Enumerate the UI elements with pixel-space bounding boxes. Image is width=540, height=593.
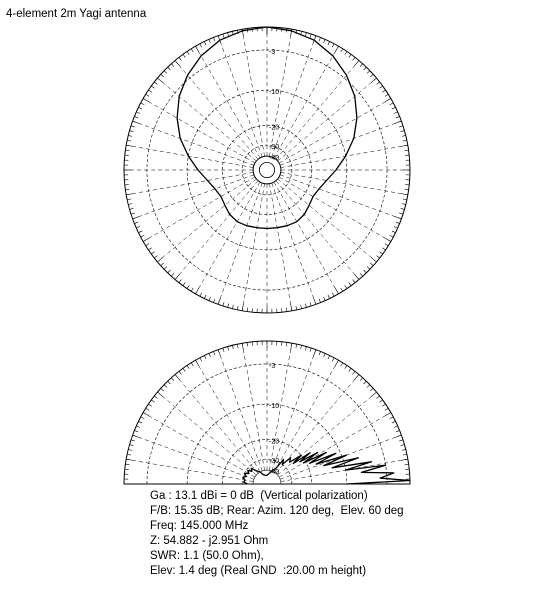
elevation-tick xyxy=(403,454,407,455)
elevation-tick xyxy=(183,368,185,371)
azimuth-spoke xyxy=(175,181,258,280)
elevation-tick xyxy=(187,365,189,368)
azimuth-tick xyxy=(310,302,311,306)
elevation-tick xyxy=(213,351,214,355)
azimuth-tick xyxy=(130,208,134,209)
elevation-tick xyxy=(310,348,311,352)
azimuth-spoke xyxy=(157,78,256,161)
azimuth-tick xyxy=(200,293,202,297)
azimuth-spoke xyxy=(242,184,264,311)
azimuth-tick xyxy=(345,285,347,288)
elevation-tick xyxy=(131,440,135,441)
azimuth-spoke xyxy=(269,184,291,311)
azimuth-tick xyxy=(125,189,129,190)
elevation-tick xyxy=(146,408,149,410)
azimuth-tick xyxy=(390,103,394,105)
azimuth-tick xyxy=(136,112,140,114)
azimuth-tick xyxy=(131,126,135,127)
info-swr: SWR: 1.1 (50.0 Ohm), xyxy=(150,550,264,562)
elevation-tick xyxy=(138,421,142,423)
azimuth-tick xyxy=(405,189,409,190)
elevation-tick xyxy=(125,464,129,465)
elevation-tick xyxy=(171,378,174,381)
azimuth-tick xyxy=(310,34,311,38)
azimuth-tick xyxy=(200,44,202,48)
azimuth-tick xyxy=(401,208,405,209)
elevation-spoke xyxy=(126,459,253,481)
azimuth-tick xyxy=(127,140,131,141)
elevation-tick xyxy=(247,342,248,346)
elevation-tick xyxy=(401,445,405,446)
azimuth-tick xyxy=(286,308,287,312)
azimuth-tick xyxy=(125,150,129,151)
azimuth-tick xyxy=(209,297,211,301)
azimuth-ring-label: -10 xyxy=(269,89,280,97)
elevation-tick xyxy=(396,430,400,431)
azimuth-tick xyxy=(237,306,238,310)
azimuth-tick xyxy=(370,263,373,266)
azimuth-tick xyxy=(128,135,132,136)
elevation-tick xyxy=(286,342,287,346)
elevation-tick xyxy=(392,421,396,423)
azimuth-tick xyxy=(138,231,142,233)
azimuth-tick xyxy=(382,248,385,250)
azimuth-tick xyxy=(385,244,388,246)
elevation-pattern-trace xyxy=(243,452,410,484)
elevation-tick xyxy=(179,371,181,374)
azimuth-tick xyxy=(187,285,189,288)
azimuth-tick xyxy=(403,140,407,141)
azimuth-spoke xyxy=(276,181,359,280)
azimuth-tick xyxy=(360,273,363,276)
azimuth-tick xyxy=(191,288,193,291)
azimuth-tick xyxy=(385,94,388,96)
azimuth-tick xyxy=(328,295,330,299)
elevation-ring-label: -10 xyxy=(269,403,280,411)
elevation-tick xyxy=(341,363,343,366)
azimuth-tick xyxy=(183,282,185,285)
azimuth-tick xyxy=(332,293,334,297)
elevation-tick xyxy=(151,400,154,402)
elevation-tick xyxy=(364,381,367,384)
azimuth-tick xyxy=(353,280,355,283)
azimuth-tick xyxy=(332,44,334,48)
elevation-tick xyxy=(223,348,224,352)
elevation-tick xyxy=(128,449,132,450)
azimuth-tick xyxy=(377,82,380,84)
elevation-ring-label: -3 xyxy=(269,362,276,370)
azimuth-tick xyxy=(353,57,355,60)
elevation-tick xyxy=(232,345,233,349)
azimuth-tick xyxy=(161,263,164,266)
elevation-tick xyxy=(324,353,326,357)
azimuth-ring-label: -20 xyxy=(269,124,280,132)
azimuth-tick xyxy=(403,199,407,200)
info-panel xyxy=(150,489,404,579)
azimuth-spoke xyxy=(281,145,408,167)
elevation-tick xyxy=(399,440,403,441)
azimuth-tick xyxy=(377,256,380,258)
azimuth-tick xyxy=(164,71,167,74)
azimuth-tick xyxy=(324,297,326,301)
elevation-tick xyxy=(305,347,306,351)
azimuth-tick xyxy=(382,90,385,92)
elevation-tick xyxy=(228,347,229,351)
azimuth-tick xyxy=(402,204,406,205)
azimuth-tick xyxy=(305,304,306,308)
elevation-tick xyxy=(328,355,330,359)
elevation-tick xyxy=(168,381,171,384)
azimuth-tick xyxy=(247,308,248,312)
azimuth-tick xyxy=(394,227,398,229)
azimuth-spoke xyxy=(278,179,377,262)
azimuth-tick xyxy=(183,54,185,57)
elevation-tick xyxy=(349,368,351,371)
elevation-tick xyxy=(130,445,134,446)
azimuth-tick xyxy=(204,41,206,45)
azimuth-tick xyxy=(364,270,367,273)
azimuth-tick xyxy=(187,51,189,54)
azimuth-tick xyxy=(141,235,145,237)
azimuth-spoke xyxy=(281,172,408,194)
azimuth-tick xyxy=(319,299,320,303)
info-gain: Ga : 13.1 dBi = 0 dB (Vertical polarization) xyxy=(150,490,368,502)
azimuth-tick xyxy=(161,74,164,77)
azimuth-tick xyxy=(179,57,181,60)
elevation-ring xyxy=(187,404,347,484)
azimuth-spoke xyxy=(126,172,253,194)
elevation-tick xyxy=(141,417,145,419)
elevation-tick xyxy=(161,388,164,391)
azimuth-tick xyxy=(171,273,174,276)
azimuth-tick xyxy=(401,131,405,132)
elevation-tick xyxy=(370,388,373,391)
elevation-spoke xyxy=(278,392,377,475)
info-impedance: Z: 54.882 - j2.951 Ohm xyxy=(150,535,269,547)
elevation-tick xyxy=(296,344,297,348)
azimuth-spoke xyxy=(157,179,256,262)
azimuth-tick xyxy=(148,248,151,250)
elevation-ring-label: -20 xyxy=(269,438,280,446)
azimuth-tick xyxy=(296,306,297,310)
elevation-tick xyxy=(390,417,394,419)
azimuth-tick xyxy=(396,222,400,223)
azimuth-tick xyxy=(370,74,373,77)
azimuth-tick xyxy=(204,295,206,299)
elevation-spoke xyxy=(157,392,256,475)
azimuth-tick xyxy=(127,199,131,200)
elevation-tick xyxy=(209,353,211,357)
azimuth-tick xyxy=(191,49,193,52)
azimuth-tick xyxy=(367,71,370,74)
azimuth-tick xyxy=(319,37,320,41)
azimuth-tick xyxy=(138,107,142,109)
azimuth-tick xyxy=(136,227,140,229)
azimuth-spoke xyxy=(242,29,264,156)
azimuth-tick xyxy=(341,288,343,291)
info-front-back: F/B: 15.35 dB; Rear: Azim. 120 deg, Elev. 60 deg xyxy=(150,505,404,517)
elevation-tick xyxy=(402,449,406,450)
elevation-tick xyxy=(377,396,380,398)
azimuth-tick xyxy=(213,299,214,303)
azimuth-tick xyxy=(223,34,224,38)
elevation-tick xyxy=(127,454,131,455)
azimuth-ring xyxy=(187,90,347,250)
info-frequency: Freq: 145.000 MHz xyxy=(150,520,249,532)
azimuth-tick xyxy=(131,213,135,214)
azimuth-spoke xyxy=(126,145,253,167)
azimuth-tick xyxy=(168,270,171,273)
elevation-spoke xyxy=(242,343,264,470)
azimuth-tick xyxy=(345,51,347,54)
info-elevation: Elev: 1.4 deg (Real GND :20.00 m height) xyxy=(150,565,367,577)
azimuth-tick xyxy=(232,305,233,309)
azimuth-tick xyxy=(141,103,145,105)
azimuth-tick xyxy=(134,222,138,223)
elevation-tick xyxy=(385,408,388,410)
azimuth-tick xyxy=(209,39,211,43)
azimuth-tick xyxy=(128,204,132,205)
azimuth-tick xyxy=(164,267,167,270)
azimuth-tick xyxy=(151,86,154,88)
elevation-tick xyxy=(382,404,385,406)
azimuth-tick xyxy=(349,282,351,285)
elevation-tick xyxy=(367,385,370,388)
azimuth-ring-label: -30 xyxy=(269,144,280,152)
azimuth-tick xyxy=(228,33,229,37)
azimuth-tick xyxy=(134,116,138,117)
azimuth-tick xyxy=(213,37,214,41)
azimuth-tick xyxy=(305,33,306,37)
azimuth-tick xyxy=(360,64,363,67)
elevation-tick xyxy=(379,400,382,402)
azimuth-tick xyxy=(168,67,171,70)
elevation-tick xyxy=(301,345,302,349)
elevation-tick xyxy=(136,426,140,428)
elevation-spoke xyxy=(175,374,258,473)
elevation-tick xyxy=(319,351,320,355)
elevation-tick xyxy=(360,378,363,381)
azimuth-tick xyxy=(154,256,157,258)
elevation-tick xyxy=(191,363,193,366)
azimuth-tick xyxy=(301,305,302,309)
azimuth-tick xyxy=(392,231,396,233)
elevation-tick xyxy=(394,426,398,428)
azimuth-tick xyxy=(399,126,403,127)
azimuth-tick xyxy=(328,41,330,45)
azimuth-tick xyxy=(324,39,326,43)
azimuth-tick xyxy=(179,280,181,283)
elevation-tick xyxy=(237,344,238,348)
azimuth-tick xyxy=(130,131,134,132)
azimuth-tick xyxy=(379,252,382,254)
azimuth-center-ring xyxy=(259,162,274,177)
azimuth-tick xyxy=(399,213,403,214)
azimuth-tick xyxy=(402,135,406,136)
page-title: 4-element 2m Yagi antenna xyxy=(6,8,147,20)
elevation-tick xyxy=(405,464,409,465)
elevation-tick xyxy=(345,365,347,368)
azimuth-tick xyxy=(394,112,398,114)
azimuth-ring-label: -3 xyxy=(269,48,276,56)
azimuth-tick xyxy=(405,150,409,151)
elevation-tick xyxy=(148,404,151,406)
azimuth-tick xyxy=(151,252,154,254)
azimuth-tick xyxy=(171,64,174,67)
azimuth-tick xyxy=(148,90,151,92)
elevation-tick xyxy=(353,371,355,374)
elevation-tick xyxy=(200,358,202,362)
elevation-tick xyxy=(154,396,157,398)
azimuth-tick xyxy=(146,94,149,96)
azimuth-spoke xyxy=(278,78,377,161)
azimuth-ring-label: -40 xyxy=(269,155,280,163)
elevation-ring-label: -30 xyxy=(269,458,280,466)
elevation-tick xyxy=(204,355,206,359)
azimuth-tick xyxy=(146,244,149,246)
elevation-ring xyxy=(147,364,387,484)
azimuth-tick xyxy=(390,235,394,237)
elevation-tick xyxy=(332,358,334,362)
azimuth-tick xyxy=(392,107,396,109)
azimuth-tick xyxy=(379,86,382,88)
azimuth-tick xyxy=(154,82,157,84)
elevation-tick xyxy=(134,430,138,431)
azimuth-tick xyxy=(223,302,224,306)
elevation-tick xyxy=(164,385,167,388)
elevation-ring-label: -40 xyxy=(269,469,280,477)
azimuth-tick xyxy=(364,67,367,70)
azimuth-tick xyxy=(341,49,343,52)
azimuth-tick xyxy=(349,54,351,57)
azimuth-tick xyxy=(228,304,229,308)
azimuth-tick xyxy=(367,267,370,270)
azimuth-tick xyxy=(396,116,400,117)
